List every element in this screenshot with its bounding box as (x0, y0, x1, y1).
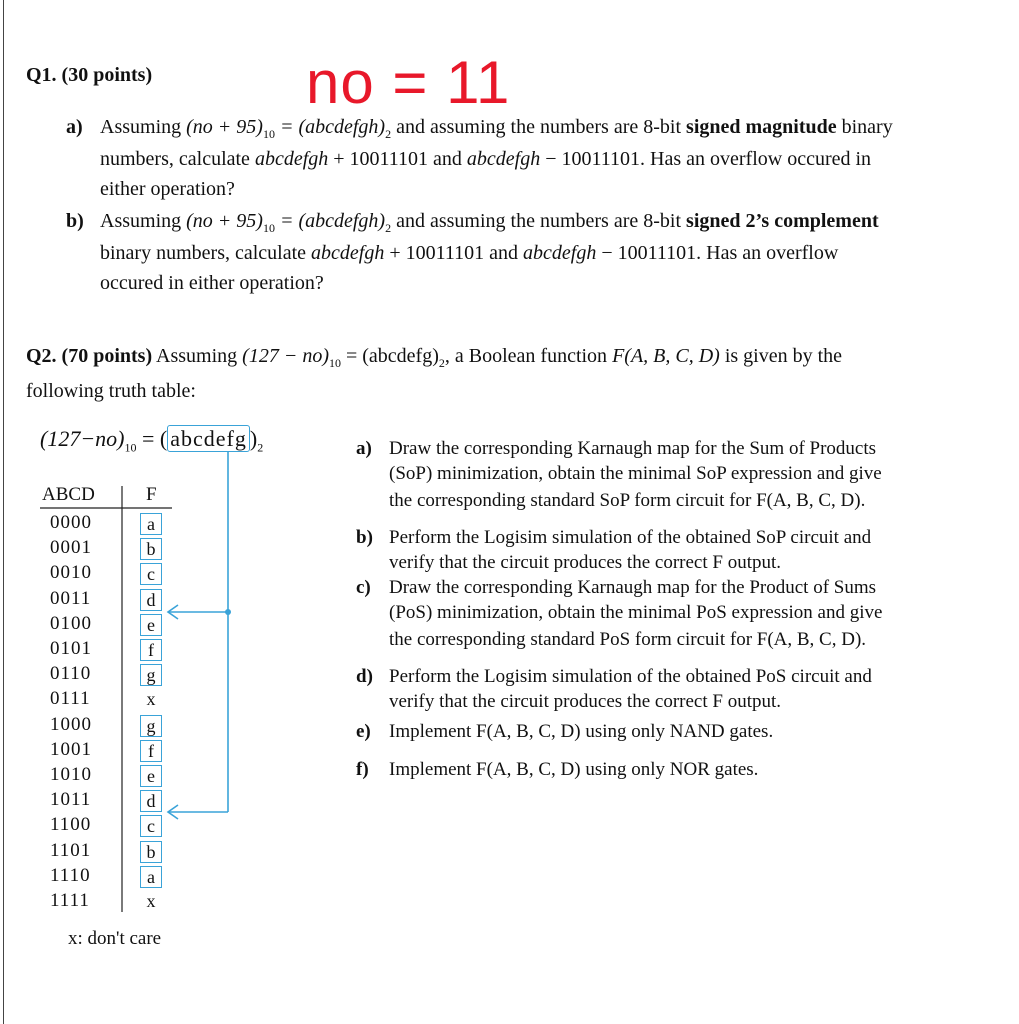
q2-t1: Assuming (152, 345, 243, 367)
task-label: c) (356, 577, 371, 598)
task-label: e) (356, 721, 371, 742)
handwritten-annotation: no = 11 (306, 49, 511, 116)
q1b-eq: = (abcdefgh) (274, 210, 386, 232)
tt-row-abcd: 1110 (50, 864, 91, 886)
q1b-l2c: − 10011101. Has an overflow (596, 242, 839, 264)
arrow-junction-dot (225, 609, 231, 615)
q1-heading: Q1. (30 points) (26, 64, 153, 86)
task-line: Draw the corresponding Karnaugh map for the Product of Sums (389, 577, 877, 598)
figure-close: ) (249, 426, 258, 451)
tt-row-f: f (140, 740, 162, 762)
q1b-t1: and assuming the numbers are 8-bit (391, 210, 687, 232)
tt-row-f: g (140, 664, 162, 686)
tt-row-f: d (140, 790, 162, 812)
tt-row-f: a (140, 866, 162, 888)
tt-row-abcd: 1111 (50, 890, 90, 911)
task-line: (SoP) minimization, obtain the minimal SoP expression and give (389, 463, 882, 484)
tt-row-abcd: 0011 (50, 587, 92, 609)
q1a-sub10: 10 (262, 127, 275, 141)
q1b-line3: occured in either operation? (100, 272, 324, 294)
q2-heading: Q2. (70 points) (26, 345, 153, 367)
tt-row-abcd: 0001 (50, 537, 92, 559)
q1a-line3: either operation? (100, 178, 235, 200)
tt-row-f: x (146, 689, 156, 710)
tt-row-f: a (140, 513, 162, 535)
tt-row-abcd: 0100 (50, 612, 92, 634)
figure-boxed-bits: abcdefg (167, 425, 250, 452)
task-line: (PoS) minimization, obtain the minimal PoS expression and give (389, 602, 883, 623)
tt-row-abcd: 0010 (50, 562, 92, 584)
task-label: f) (356, 759, 369, 780)
tt-row-abcd: 0000 (50, 512, 92, 533)
q1b-bold: signed 2’s complement (686, 210, 879, 232)
tt-row-abcd: 1001 (50, 738, 92, 760)
tt-header-f: F (146, 484, 157, 505)
q1b-label: b) (66, 210, 84, 232)
q1a-var1: abcdefgh (254, 148, 329, 170)
tt-row-abcd: 0110 (50, 663, 92, 685)
q1b-l2b: + 10011101 and (384, 242, 524, 264)
q1a-word: Assuming (100, 116, 182, 138)
q1a-t2: binary (836, 116, 893, 138)
q2-sub2: 2 (438, 356, 445, 370)
q2-line2: following truth table: (26, 380, 196, 402)
tt-row-f: x (146, 891, 156, 911)
tt-row-f: c (140, 815, 162, 837)
tt-row-abcd: 1000 (50, 713, 92, 735)
figure-sub2: 2 (257, 440, 264, 455)
q1a-l2a: numbers, calculate (100, 148, 255, 170)
q1b-sub10: 10 (262, 221, 275, 235)
tt-row-f: c (140, 563, 162, 585)
q1a-bold: signed magnitude (686, 116, 837, 138)
q1b-expr: (no + 95) (186, 210, 263, 232)
tt-row-f: d (140, 589, 162, 611)
q1b-sub2: 2 (385, 221, 392, 235)
q1b-var1: abcdefgh (311, 242, 385, 264)
tt-row-abcd: 0101 (50, 638, 92, 659)
q1a-t1: and assuming the numbers are 8-bit (391, 116, 687, 138)
q1a-label: a) (66, 116, 83, 138)
tt-row-abcd: 0111 (50, 688, 91, 710)
task-line: Perform the Logisim simulation of the obtained SoP circuit and (389, 527, 872, 548)
q1a-eq: = (abcdefgh) (274, 116, 386, 138)
q2-sub10: 10 (328, 356, 341, 370)
task-label: a) (356, 438, 372, 459)
q1a-sub2: 2 (385, 127, 392, 141)
task-line: Perform the Logisim simulation of the obtained PoS circuit and (389, 666, 872, 687)
q2-func: F(A, B, C, D) (612, 345, 720, 367)
task-label: d) (356, 666, 373, 687)
mirror-arrows (168, 452, 228, 819)
task-line: the corresponding standard PoS form circuit for F(A, B, C, D). (389, 629, 867, 650)
tt-footnote: x: don't care (68, 928, 162, 949)
tt-row-f: g (140, 715, 162, 737)
task-line: Draw the corresponding Karnaugh map for the Sum of Products (389, 438, 877, 459)
tt-row-f: f (140, 639, 162, 661)
tt-row-f: e (140, 765, 162, 787)
tt-row-f: b (140, 538, 162, 560)
q1b-l2a: binary numbers, calculate (100, 242, 312, 264)
task-line: verify that the circuit produces the correct F output. (389, 552, 782, 573)
tt-row-abcd: 1100 (50, 814, 92, 836)
q1b-word: Assuming (100, 210, 182, 232)
q1a-expr: (no + 95) (186, 116, 263, 138)
q2-t3: is given by the (719, 345, 843, 367)
task-line: verify that the circuit produces the correct F output. (389, 691, 782, 712)
figure-expr: (127−no) (40, 426, 125, 451)
q1b-var2: abcdefgh (523, 242, 597, 264)
task-line: Implement F(A, B, C, D) using only NAND gates. (389, 721, 774, 742)
tt-row-abcd: 1011 (50, 789, 92, 811)
tt-header-abcd: ABCD (42, 484, 95, 505)
tt-row-f: b (140, 841, 162, 863)
tt-row-f: e (140, 614, 162, 636)
q2-eq: = (abcdefg) (340, 345, 439, 367)
task-label: b) (356, 527, 373, 548)
q1a-var2: abcdefgh (466, 148, 541, 170)
q2-t2: , a Boolean function (444, 345, 613, 367)
q1a-l2b: + 10011101 and (328, 148, 467, 170)
task-line: Implement F(A, B, C, D) using only NOR gates. (389, 759, 759, 780)
task-line: the corresponding standard SoP form circuit for F(A, B, C, D). (389, 490, 866, 511)
figure-sub10: 10 (124, 440, 137, 455)
figure-eq: = ( (136, 426, 168, 451)
tt-row-abcd: 1010 (50, 764, 92, 785)
q2-expr: (127 − no) (242, 345, 329, 367)
tt-row-abcd: 1101 (50, 839, 92, 861)
q1a-l2c: − 10011101. Has an overflow occured in (540, 148, 872, 170)
